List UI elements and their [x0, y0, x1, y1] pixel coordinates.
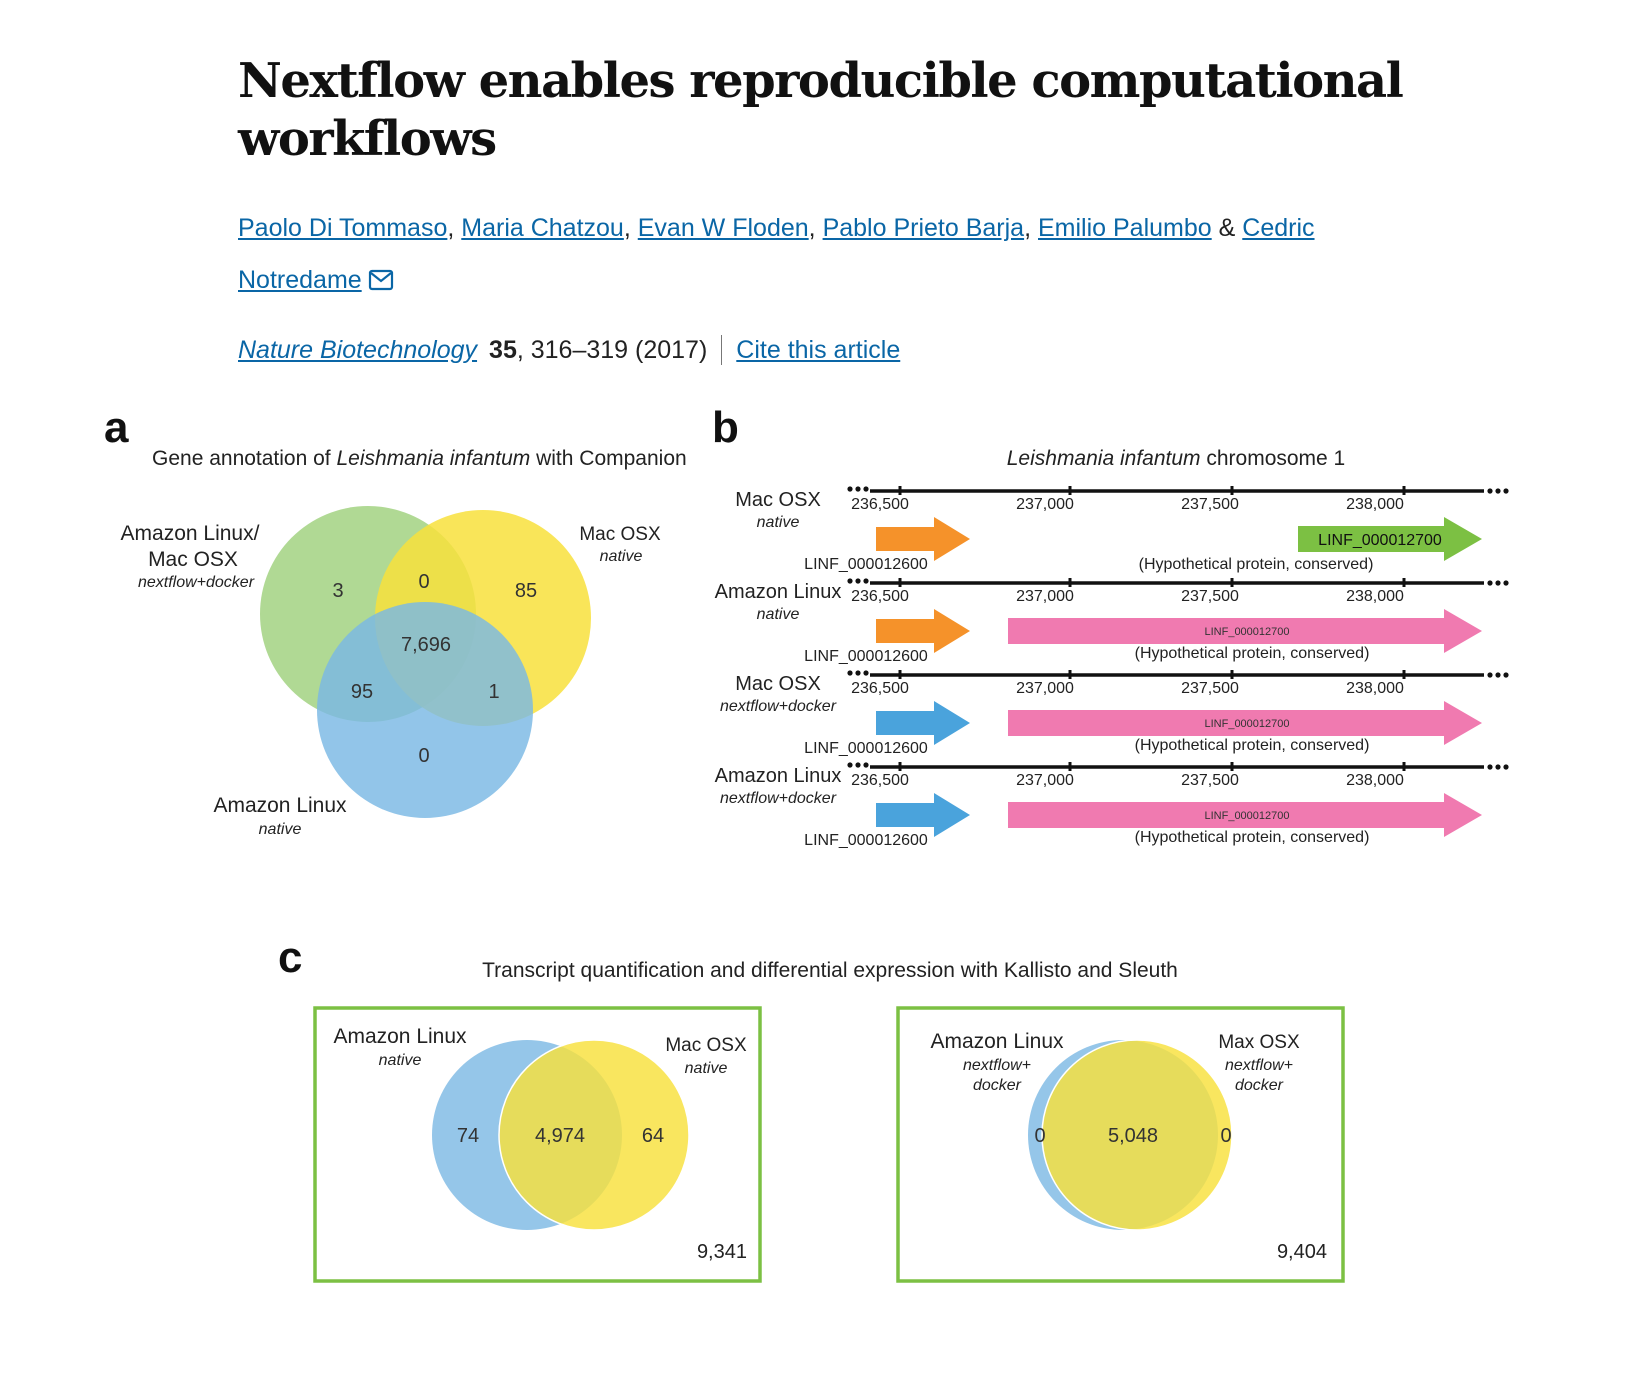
set-sublabel: native	[258, 821, 302, 838]
tick-mark	[1231, 670, 1234, 679]
venn-right-sublabel: nextflow+	[1224, 1057, 1294, 1074]
panel-b-title: Leishmania infantum chromosome 1	[1006, 447, 1346, 470]
gene-label-right: LINF_000012700	[1318, 532, 1442, 549]
venn-count-right: 64	[641, 1125, 665, 1147]
gene-label-left: LINF_000012600	[804, 556, 928, 573]
track	[715, 578, 1509, 665]
ellipsis-dot	[1503, 488, 1508, 493]
ellipsis-dot	[1503, 672, 1508, 677]
journal-link[interactable]: Nature Biotechnology	[238, 335, 478, 364]
region-count: 95	[350, 681, 374, 703]
tick-label: 236,500	[851, 772, 909, 789]
ellipsis-dot	[1487, 488, 1492, 493]
tick-label: 237,500	[1181, 680, 1239, 697]
tick-label: 237,000	[1016, 680, 1074, 697]
ellipsis-dot	[1487, 672, 1492, 677]
tick-mark	[1069, 486, 1072, 495]
tick-label: 238,000	[1346, 496, 1404, 513]
venn-count-left: 0	[1034, 1125, 1046, 1147]
ellipsis-dot	[863, 578, 868, 583]
gene-description: (Hypothetical protein, conserved)	[1134, 645, 1370, 662]
venn-right-label: Max OSX	[1218, 1032, 1300, 1053]
venn-left-label: Amazon Linux	[930, 1030, 1064, 1053]
ellipsis-dot	[855, 486, 860, 491]
panel-b	[712, 403, 1509, 849]
set-label: Mac OSX	[579, 524, 661, 545]
ellipsis-dot	[1495, 580, 1500, 585]
tick-mark	[1231, 762, 1234, 771]
ellipsis-dot	[847, 578, 852, 583]
venn-box	[315, 1008, 760, 1281]
tick-label: 237,000	[1016, 496, 1074, 513]
gene-label-right: LINF_000012700	[1204, 810, 1290, 822]
region-count: 85	[514, 580, 538, 602]
tick-label: 238,000	[1346, 772, 1404, 789]
venn-count-both: 4,974	[534, 1125, 586, 1147]
region-count: 0	[418, 571, 430, 593]
author-link[interactable]: Maria Chatzou	[461, 214, 624, 242]
tick-mark	[1069, 762, 1072, 771]
tick-mark	[899, 670, 902, 679]
panel-letter-a: a	[104, 403, 129, 452]
tick-mark	[1069, 670, 1072, 679]
gene-arrow-left	[876, 517, 970, 561]
region-count: 0	[418, 745, 430, 767]
tick-label: 237,500	[1181, 772, 1239, 789]
track-label: Amazon Linux	[714, 765, 842, 787]
ellipsis-dot	[1495, 672, 1500, 677]
venn-total: 9,341	[696, 1241, 747, 1263]
tick-mark	[1231, 578, 1234, 587]
ellipsis-dot	[847, 670, 852, 675]
gene-arrow-left	[876, 793, 970, 837]
author-link[interactable]: Pablo Prieto Barja	[822, 214, 1025, 242]
set-sublabel: native	[599, 548, 643, 565]
tick-mark	[1403, 486, 1406, 495]
tick-label: 237,500	[1181, 496, 1239, 513]
tick-label: 238,000	[1346, 588, 1404, 605]
ellipsis-dot	[1487, 764, 1492, 769]
gene-label-left: LINF_000012600	[804, 648, 928, 665]
tick-mark	[1231, 486, 1234, 495]
venn-right-label: Mac OSX	[665, 1035, 747, 1056]
author-link[interactable]: Paolo Di Tommaso	[238, 214, 448, 242]
track-sublabel: native	[756, 606, 800, 623]
volume: 35	[489, 335, 517, 364]
ellipsis-dot	[1503, 764, 1508, 769]
tick-label: 237,000	[1016, 588, 1074, 605]
gene-description: (Hypothetical protein, conserved)	[1138, 556, 1374, 573]
venn-left-sublabel: docker	[972, 1077, 1022, 1094]
panel-letter-b: b	[712, 403, 739, 452]
set-label: Mac OSX	[148, 548, 238, 571]
ellipsis-dot	[1487, 580, 1492, 585]
panel-a	[104, 403, 687, 838]
track-sublabel: nextflow+docker	[719, 698, 837, 715]
venn-count-both: 5,048	[1107, 1125, 1159, 1147]
tick-label: 236,500	[851, 496, 909, 513]
tick-label: 236,500	[851, 588, 909, 605]
cite-article-link[interactable]: Cite this article	[736, 335, 901, 364]
ellipsis-dot	[855, 578, 860, 583]
track-sublabel: native	[756, 514, 800, 531]
tick-label: 238,000	[1346, 680, 1404, 697]
tick-label: 236,500	[851, 680, 909, 697]
tick-mark	[1403, 762, 1406, 771]
region-count: 3	[332, 580, 344, 602]
author-list: Paolo Di Tommaso, Maria Chatzou, Evan W Floden, Pablo Prieto Barja, Emilio Palumbo & Cedric Notredame	[238, 202, 1438, 309]
track	[715, 762, 1509, 849]
tick-label: 237,000	[1016, 772, 1074, 789]
ellipsis-dot	[1495, 488, 1500, 493]
venn-right-sublabel: docker	[1234, 1077, 1284, 1094]
tick-mark	[899, 762, 902, 771]
tick-mark	[1403, 670, 1406, 679]
ellipsis-dot	[847, 762, 852, 767]
venn-left-label: Amazon Linux	[333, 1025, 467, 1048]
gene-arrow-left	[876, 701, 970, 745]
gene-description: (Hypothetical protein, conserved)	[1134, 737, 1370, 754]
venn-left-sublabel: native	[378, 1052, 422, 1069]
chromosome-tracks	[715, 486, 1509, 849]
ellipsis-dot	[855, 670, 860, 675]
set-sublabel: nextflow+docker	[137, 574, 255, 591]
panel-c	[278, 933, 1343, 1281]
set-label: Amazon Linux/	[120, 522, 260, 545]
gene-label-right: LINF_000012700	[1204, 626, 1290, 638]
track-sublabel: nextflow+docker	[719, 790, 837, 807]
panel-letter-c: c	[278, 933, 303, 982]
venn-total: 9,404	[1276, 1241, 1327, 1263]
article-title: Nextflow enables reproducible computational workflows	[238, 53, 1403, 167]
author-link[interactable]: Cedric Notredame	[238, 214, 1315, 294]
region-count: 7,696	[400, 634, 452, 656]
transcript-venns	[315, 1008, 1343, 1281]
venn-right-sublabel: native	[684, 1060, 728, 1077]
gene-description: (Hypothetical protein, conserved)	[1134, 829, 1370, 846]
ellipsis-dot	[855, 762, 860, 767]
venn-box	[898, 1008, 1343, 1281]
panel-c-title: Transcript quantification and differential expression with Kallisto and Sleuth	[482, 959, 1178, 982]
track	[720, 670, 1509, 757]
track	[735, 486, 1508, 573]
track-label: Amazon Linux	[714, 581, 842, 603]
tick-mark	[1069, 578, 1072, 587]
author-ampersand: &	[1218, 214, 1236, 242]
track-label: Mac OSX	[735, 489, 821, 511]
gene-label-right: LINF_000012700	[1204, 718, 1290, 730]
tick-mark	[899, 486, 902, 495]
set-label: Amazon Linux	[213, 794, 347, 817]
panel-a-title: Gene annotation of Leishmania infantum with Companion	[152, 447, 687, 470]
pages-year: , 316–319 (2017)	[516, 335, 708, 364]
author-link[interactable]: Evan W Floden	[637, 214, 809, 242]
ellipsis-dot	[863, 762, 868, 767]
ellipsis-dot	[863, 670, 868, 675]
venn-count-left: 74	[456, 1125, 480, 1147]
gene-label-left: LINF_000012600	[804, 740, 928, 757]
tick-label: 237,500	[1181, 588, 1239, 605]
venn-count-right: 0	[1220, 1125, 1232, 1147]
ellipsis-dot	[847, 486, 852, 491]
track-label: Mac OSX	[735, 673, 821, 695]
author-link[interactable]: Emilio Palumbo	[1038, 214, 1212, 242]
gene-label-left: LINF_000012600	[804, 832, 928, 849]
region-count: 1	[488, 681, 500, 703]
venn-left-sublabel: nextflow+	[962, 1057, 1032, 1074]
ellipsis-dot	[1495, 764, 1500, 769]
ellipsis-dot	[863, 486, 868, 491]
tick-mark	[899, 578, 902, 587]
ellipsis-dot	[1503, 580, 1508, 585]
gene-arrow-left	[876, 609, 970, 653]
tick-mark	[1403, 578, 1406, 587]
